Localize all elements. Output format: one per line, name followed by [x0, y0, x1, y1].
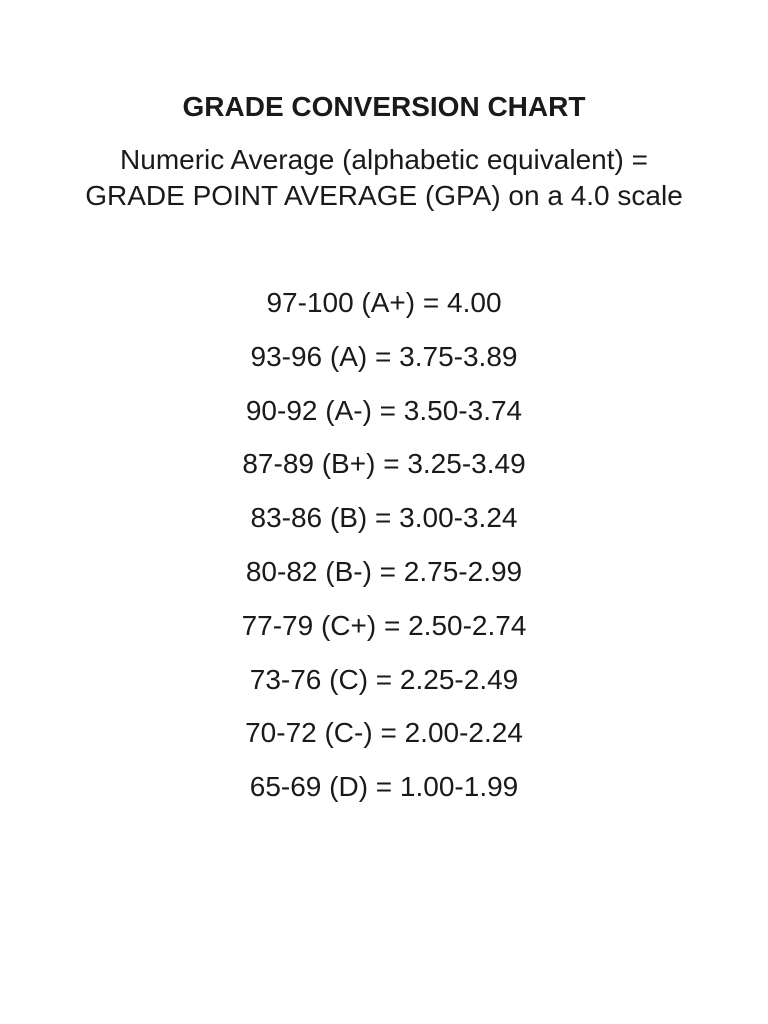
- grade-row-c-plus: 77-79 (C+) = 2.50-2.74: [241, 609, 527, 641]
- grade-row-b-plus: 87-89 (B+) = 3.25-3.49: [242, 448, 526, 480]
- subtitle-line-2: GRADE POINT AVERAGE (GPA) on a 4.0 scale: [85, 180, 683, 211]
- grade-row-c: 73-76 (C) = 2.25-2.49: [249, 663, 519, 695]
- grade-row-a: 93-96 (A) = 3.75-3.89: [250, 340, 518, 372]
- grade-list: [0, 286, 768, 824]
- grade-row-a-minus: 90-92 (A-) = 3.50-3.74: [245, 394, 523, 426]
- grade-row-c-minus: 70-72 (C-) = 2.00-2.24: [245, 717, 523, 749]
- grade-row-a-plus: 97-100 (A+) = 4.00: [266, 287, 502, 318]
- grade-row-d: 65-69 (D) = 1.00-1.99: [249, 771, 519, 803]
- subtitle-line-1: Numeric Average (alphabetic equivalent) =: [120, 144, 648, 175]
- grade-row-b: 83-86 (B) = 3.00-3.24: [250, 502, 518, 534]
- page-title: GRADE CONVERSION CHART: [182, 91, 586, 122]
- grade-row-b-minus: 80-82 (B-) = 2.75-2.99: [245, 555, 523, 587]
